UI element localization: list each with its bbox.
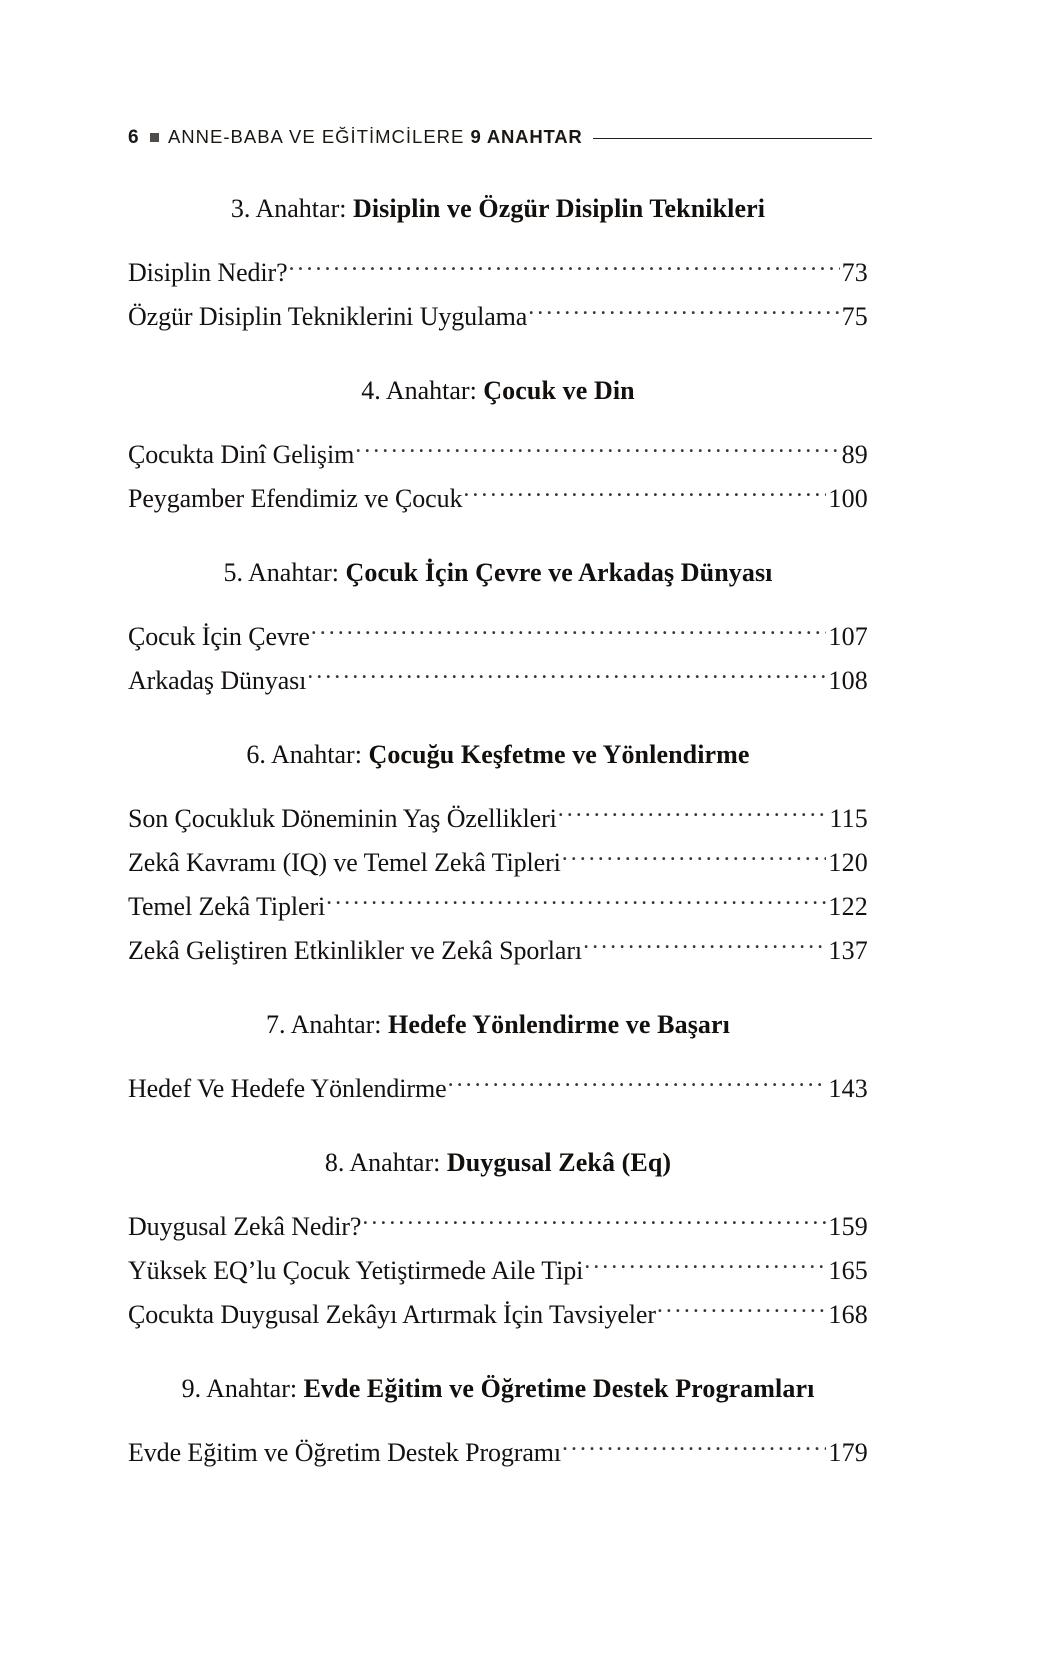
table-of-contents [128, 186, 868, 1474]
toc-entry-page: 107 [828, 621, 868, 651]
toc-entry-leader [311, 619, 827, 645]
toc-entry[interactable] [128, 250, 868, 294]
toc-entry[interactable] [128, 884, 868, 928]
toc-section [128, 550, 868, 702]
toc-entry-page: 165 [828, 1255, 868, 1285]
toc-entry-leader [307, 663, 826, 689]
toc-entry-page: 108 [828, 665, 868, 695]
toc-entry[interactable] [128, 1204, 868, 1248]
toc-entry-label: Temel Zekâ Tipleri [128, 891, 326, 921]
toc-entry-page: 159 [828, 1211, 868, 1241]
running-header-title-regular: ANNE-BABA VE EĞİTİMCİLERE [167, 125, 471, 147]
toc-entry-leader [558, 801, 828, 827]
toc-entry[interactable] [128, 928, 868, 972]
toc-entry-leader [355, 437, 839, 463]
toc-section-heading [128, 193, 868, 226]
toc-entry-page: 115 [829, 803, 868, 833]
toc-section [128, 1366, 868, 1474]
toc-section-heading-name: Hedefe Yönlendirme ve Başarı [388, 1009, 730, 1039]
toc-entry[interactable] [128, 476, 868, 520]
toc-entry[interactable] [128, 840, 868, 884]
toc-section [128, 1140, 868, 1336]
square-bullet-icon [150, 133, 159, 142]
toc-entry[interactable] [128, 1248, 868, 1292]
toc-entry-leader [562, 1435, 826, 1461]
running-header-title [167, 125, 583, 147]
toc-section-heading [128, 557, 868, 590]
toc-entry[interactable] [128, 1292, 868, 1336]
toc-entry-leader [562, 845, 827, 871]
toc-entry-label: Duygusal Zekâ Nedir? [128, 1211, 362, 1241]
toc-entry-leader [289, 255, 840, 281]
toc-section-heading [128, 1009, 868, 1042]
toc-section-heading-name: Disiplin ve Özgür Disiplin Teknikleri [352, 193, 766, 223]
toc-entry-label: Evde Eğitim ve Öğretim Destek Programı [128, 1437, 562, 1467]
toc-entry-label: Hedef Ve Hedefe Yönlendirme [128, 1073, 447, 1103]
toc-entry-label: Disiplin Nedir? [128, 257, 288, 287]
running-header [128, 124, 872, 150]
toc-entry-label: Özgür Disiplin Tekniklerini Uygulama [128, 301, 528, 331]
toc-entry-page: 137 [828, 935, 868, 965]
toc-entry[interactable] [128, 432, 868, 476]
toc-section-heading [128, 1373, 868, 1406]
toc-section-heading-number: 8. Anahtar: [324, 1147, 447, 1177]
toc-entry-label: Arkadaş Dünyası [128, 665, 307, 695]
toc-entry-label: Peygamber Efendimiz ve Çocuk [128, 483, 463, 513]
toc-entry[interactable] [128, 294, 868, 338]
running-header-title-bold: 9 ANAHTAR [470, 125, 583, 147]
toc-entry-leader [583, 933, 826, 959]
toc-entry-label: Çocuk İçin Çevre [128, 621, 310, 651]
toc-section-heading-number: 9. Anahtar: [181, 1373, 304, 1403]
toc-entry-label: Çocukta Duygusal Zekâyı Artırmak İçin Tavsiyeler [128, 1299, 656, 1329]
toc-entry[interactable] [128, 1430, 868, 1474]
toc-section-heading-name: Çocuk İçin Çevre ve Arkadaş Dünyası [345, 557, 773, 587]
toc-section [128, 1002, 868, 1110]
toc-section-heading-number: 7. Anahtar: [266, 1009, 389, 1039]
toc-entry[interactable] [128, 1066, 868, 1110]
toc-section [128, 186, 868, 338]
toc-entry-leader [584, 1253, 826, 1279]
toc-entry-label: Son Çocukluk Döneminin Yaş Özellikleri [128, 803, 557, 833]
toc-entry-page: 143 [828, 1073, 868, 1103]
toc-entry-page: 73 [841, 257, 868, 287]
toc-entry-page: 120 [828, 847, 868, 877]
toc-entry[interactable] [128, 658, 868, 702]
toc-entry[interactable] [128, 796, 868, 840]
toc-section-heading-name: Çocuğu Keşfetme ve Yönlendirme [368, 739, 750, 769]
toc-section-heading-name: Çocuk ve Din [483, 375, 635, 405]
toc-entry-leader [326, 889, 826, 915]
toc-entry-page: 75 [841, 301, 868, 331]
toc-entry-leader [528, 299, 839, 325]
toc-entry-label: Zekâ Geliştiren Etkinlikler ve Zekâ Sporları [128, 935, 583, 965]
toc-entry-page: 179 [828, 1437, 868, 1467]
toc-entry-leader [448, 1071, 827, 1097]
toc-entry-page: 100 [828, 483, 868, 513]
toc-section [128, 368, 868, 520]
toc-entry-label: Zekâ Kavramı (IQ) ve Temel Zekâ Tipleri [128, 847, 561, 877]
toc-entry-page: 168 [828, 1299, 868, 1329]
toc-section-heading [128, 739, 868, 772]
toc-section-heading-number: 5. Anahtar: [223, 557, 346, 587]
toc-section-heading-name: Duygusal Zekâ (Eq) [446, 1147, 672, 1177]
toc-section-heading-number: 4. Anahtar: [361, 375, 484, 405]
toc-entry-label: Yüksek EQ’lu Çocuk Yetiştirmede Aile Tipi [128, 1255, 584, 1285]
toc-entry-page: 122 [828, 891, 868, 921]
toc-entry-label: Çocukta Dinî Gelişim [128, 439, 355, 469]
toc-entry-page: 89 [841, 439, 868, 469]
toc-section-heading-number: 3. Anahtar: [230, 193, 353, 223]
toc-section-heading [128, 1147, 868, 1180]
toc-entry-leader [657, 1297, 826, 1323]
toc-entry-leader [463, 481, 826, 507]
toc-entry[interactable] [128, 614, 868, 658]
toc-entry-leader [362, 1209, 826, 1235]
toc-section-heading [128, 375, 868, 408]
toc-section-heading-number: 6. Anahtar: [246, 739, 369, 769]
toc-section [128, 732, 868, 972]
toc-section-heading-name: Evde Eğitim ve Öğretime Destek Programları [303, 1373, 815, 1403]
page-folio-number: 6 [128, 126, 139, 148]
header-rule [593, 138, 872, 139]
